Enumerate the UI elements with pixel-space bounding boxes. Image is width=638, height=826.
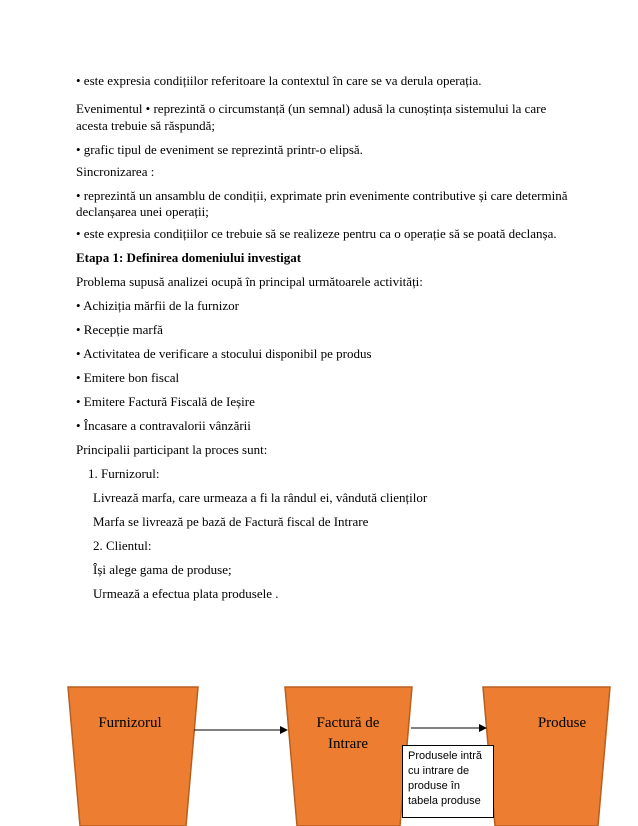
factura-intrare-label [287,713,409,755]
text-line: Sincronizarea : [76,164,155,179]
text-line: Urmează a efectua plata produsele . [93,586,279,601]
text-line: • grafic tipul de eveniment se reprezintă printr-o elipsă. [76,142,363,157]
list-item: • Achiziția mărfii de la furnizor [76,298,240,313]
text-line: Evenimentul • reprezintă o circumstanță (un semnal) adusă la cunoștința sistemului la care [76,101,547,116]
produse-label: Produse [537,715,587,731]
list-item: • Emitere Factură Fiscală de Ieșire [76,394,255,409]
list-item: • Recepție marfă [76,322,163,337]
note-line: Produsele intră [408,750,482,762]
text-line: • este expresia condițiilor ce trebuie să se realizeze pentru ca o operație să se poată declanșa. [76,226,557,241]
furnizorul-shape [68,687,198,826]
factura-intrare-shape [285,687,412,826]
text-line: Principalii participant la proces sunt: [76,442,268,457]
list-item: • Activitatea de verificare a stocului disponibil pe produs [76,346,372,361]
label-line: Intrare [328,736,368,752]
furnizorul-label: Furnizorul [98,715,162,731]
produse-shape [483,687,610,826]
text-line: acesta trebuie să răspundă; [76,118,215,133]
text-line: • reprezintă un ansamblu de condiții, exprimate prin evenimente contributive și care determină [76,188,568,203]
note-line: produse în [408,780,460,792]
list-item: • Emitere bon fiscal [76,370,180,385]
text-line: Livrează marfa, care urmeaza a fi la rândul ei, vândută clienților [93,490,428,505]
text-line: • este expresia condițiilor referitoare la contextul în care se va derula operația. [76,73,482,88]
text-line: declanșarea unei operații; [76,204,209,219]
participant-heading: 2. Clientul: [93,538,152,553]
participant-heading: 1. Furnizorul: [88,466,160,481]
text-line: Problema supusă analizei ocupă în principal următoarele activități: [76,274,423,289]
note-line: cu intrare de [408,765,470,777]
text-line: Marfa se livrează pe bază de Factură fiscal de Intrare [93,514,369,529]
note-box [402,745,494,818]
section-heading: Etapa 1: Definirea domeniului investigat [76,250,302,265]
text-line: Își alege gama de produse; [93,562,232,577]
note-line: tabela produse [408,795,481,807]
label-line: Factură de [316,715,380,731]
list-item: • Încasare a contravalorii vânzării [76,418,251,433]
